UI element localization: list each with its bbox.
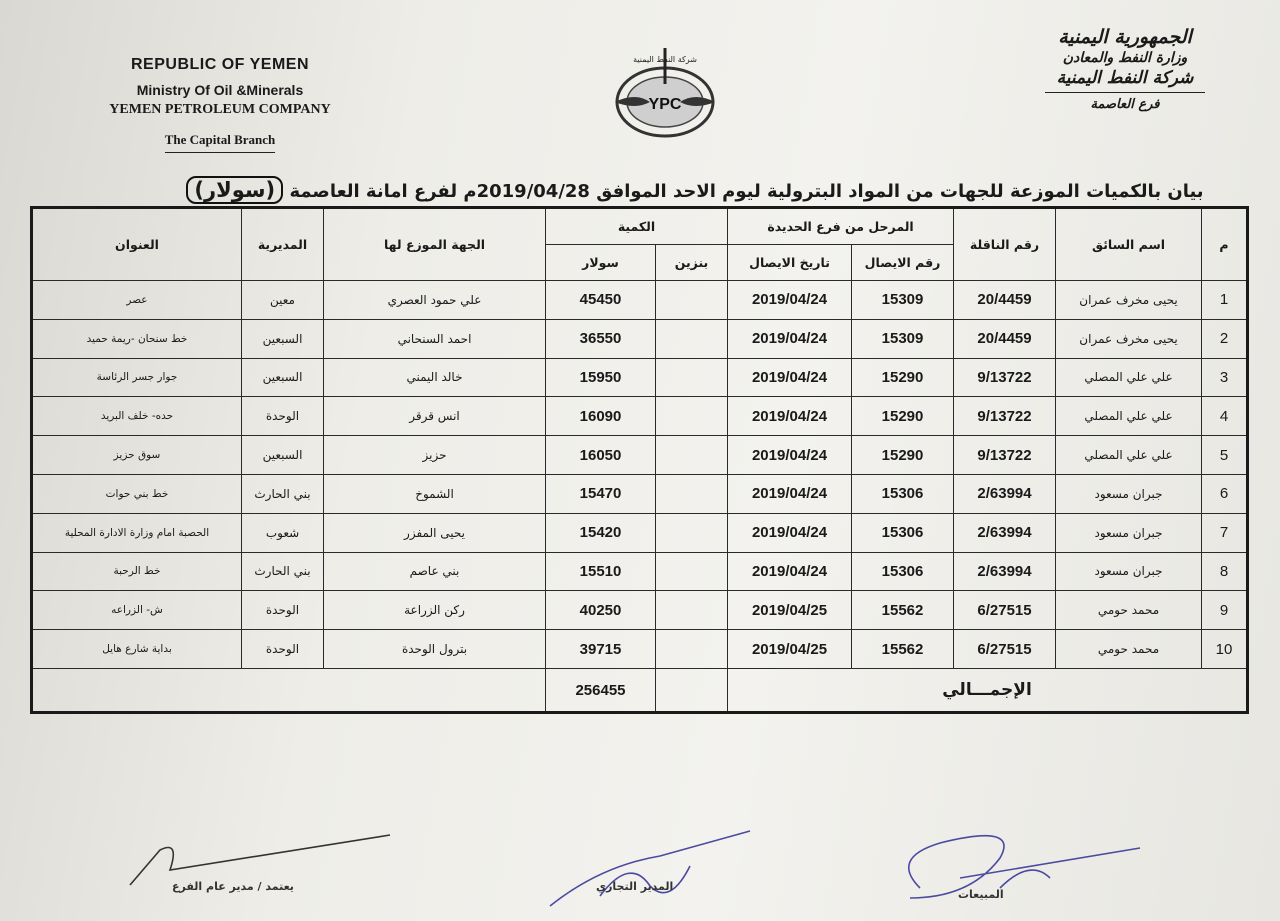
- cell-driver: علي علي المصلي: [1056, 358, 1202, 397]
- cell-district: معين: [242, 281, 324, 320]
- cell-address: خط الرحبة: [32, 552, 242, 591]
- cell-address: خط بني حوات: [32, 474, 242, 513]
- header-address: العنوان: [32, 208, 242, 281]
- cell-tanker: 20/4459: [954, 281, 1056, 320]
- cell-diesel: 39715: [546, 630, 656, 669]
- header-quantity-group: الكمية: [546, 208, 728, 245]
- table-row: [32, 474, 1248, 513]
- cell-index: 3: [1202, 358, 1248, 397]
- cell-district: الوحدة: [242, 397, 324, 436]
- table-row: [32, 397, 1248, 436]
- branch-name-ar: فرع العاصمة: [1045, 92, 1205, 112]
- cell-driver: جبران مسعود: [1056, 474, 1202, 513]
- cell-tanker: 2/63994: [954, 474, 1056, 513]
- cell-petrol: [656, 552, 728, 591]
- cell-district: بني الحارث: [242, 552, 324, 591]
- cell-diesel: 40250: [546, 591, 656, 630]
- company-name-ar: شركة النفط اليمنية: [1056, 68, 1194, 88]
- signature-sales: المبيعات: [958, 888, 1004, 901]
- cell-receipt-date: 2019/04/25: [728, 630, 852, 669]
- cell-address: بداية شارع هايل: [32, 630, 242, 669]
- cell-index: 2: [1202, 319, 1248, 358]
- header-district: المديرية: [242, 208, 324, 281]
- table-row: [32, 358, 1248, 397]
- letterhead-english: [60, 56, 380, 153]
- header-receipt-no: رقم الايصال: [852, 245, 954, 281]
- cell-index: 9: [1202, 591, 1248, 630]
- cell-recipient: حزيز: [324, 436, 546, 475]
- cell-petrol: [656, 358, 728, 397]
- cell-petrol: [656, 513, 728, 552]
- cell-driver: جبران مسعود: [1056, 552, 1202, 591]
- cell-petrol: [656, 281, 728, 320]
- total-diesel: 256455: [546, 669, 656, 713]
- distribution-table: [30, 206, 1249, 714]
- cell-district: السبعين: [242, 436, 324, 475]
- cell-district: السبعين: [242, 319, 324, 358]
- cell-address: عصر: [32, 281, 242, 320]
- signature-commercial: المدير التجاري: [596, 880, 674, 893]
- cell-receipt-date: 2019/04/24: [728, 281, 852, 320]
- cell-driver: علي علي المصلي: [1056, 397, 1202, 436]
- cell-driver: جبران مسعود: [1056, 513, 1202, 552]
- document-title: [180, 176, 1210, 204]
- cell-recipient: بترول الوحدة: [324, 630, 546, 669]
- cell-petrol: [656, 474, 728, 513]
- cell-recipient: علي حمود العصري: [324, 281, 546, 320]
- table-row: [32, 591, 1248, 630]
- branch-name-en: The Capital Branch: [165, 132, 276, 153]
- cell-driver: يحيى مخرف عمران: [1056, 281, 1202, 320]
- cell-receipt-date: 2019/04/24: [728, 552, 852, 591]
- cell-index: 6: [1202, 474, 1248, 513]
- cell-tanker: 9/13722: [954, 436, 1056, 475]
- cell-receipt-no: 15309: [852, 319, 954, 358]
- cell-tanker: 2/63994: [954, 552, 1056, 591]
- cell-diesel: 16050: [546, 436, 656, 475]
- table-row: [32, 319, 1248, 358]
- cell-driver: يحيى مخرف عمران: [1056, 319, 1202, 358]
- cell-address: خط سنحان -ريمة حميد: [32, 319, 242, 358]
- cell-receipt-no: 15309: [852, 281, 954, 320]
- cell-address: الحصبة امام وزارة الادارة المحلية: [32, 513, 242, 552]
- total-petrol: [656, 669, 728, 713]
- header-recipient: الجهة الموزع لها: [324, 208, 546, 281]
- cell-diesel: 15420: [546, 513, 656, 552]
- commercial-signature: [540, 826, 770, 921]
- table-row: [32, 552, 1248, 591]
- cell-index: 1: [1202, 281, 1248, 320]
- cell-diesel: 45450: [546, 281, 656, 320]
- country-name-ar: الجمهورية اليمنية: [1058, 26, 1192, 48]
- header-tanker: رقم الناقلة: [954, 208, 1056, 281]
- cell-receipt-date: 2019/04/24: [728, 513, 852, 552]
- cell-address: ش- الزراعه: [32, 591, 242, 630]
- cell-driver: محمد حومي: [1056, 630, 1202, 669]
- cell-index: 7: [1202, 513, 1248, 552]
- cell-recipient: الشموخ: [324, 474, 546, 513]
- total-empty: [32, 669, 546, 713]
- header-petrol: بنزين: [656, 245, 728, 281]
- cell-receipt-no: 15290: [852, 397, 954, 436]
- cell-tanker: 20/4459: [954, 319, 1056, 358]
- cell-district: الوحدة: [242, 630, 324, 669]
- cell-recipient: انس قرقر: [324, 397, 546, 436]
- cell-index: 4: [1202, 397, 1248, 436]
- cell-recipient: احمد السنحاني: [324, 319, 546, 358]
- header-driver: اسم السائق: [1056, 208, 1202, 281]
- company-name-en: YEMEN PETROLEUM COMPANY: [109, 102, 331, 117]
- cell-receipt-date: 2019/04/24: [728, 436, 852, 475]
- cell-receipt-no: 15290: [852, 358, 954, 397]
- cell-receipt-no: 15306: [852, 474, 954, 513]
- fuel-type-label: (سولار): [186, 176, 283, 204]
- cell-index: 8: [1202, 552, 1248, 591]
- header-shipped-group: المرحل من فرع الحديدة: [728, 208, 954, 245]
- cell-diesel: 36550: [546, 319, 656, 358]
- cell-receipt-no: 15306: [852, 552, 954, 591]
- country-name-en: REPUBLIC OF YEMEN: [131, 56, 309, 73]
- table-row: [32, 630, 1248, 669]
- cell-diesel: 15470: [546, 474, 656, 513]
- cell-petrol: [656, 319, 728, 358]
- cell-diesel: 16090: [546, 397, 656, 436]
- signature-approved: يعتمد / مدير عام الفرع: [172, 880, 294, 893]
- letterhead-arabic: [1020, 26, 1230, 112]
- cell-receipt-date: 2019/04/24: [728, 319, 852, 358]
- cell-receipt-no: 15562: [852, 591, 954, 630]
- total-label: الإجمـــالي: [728, 669, 1248, 713]
- table-row: [32, 513, 1248, 552]
- ministry-name-ar: وزارة النفط والمعادن: [1062, 50, 1188, 66]
- header-receipt-date: تاريخ الايصال: [728, 245, 852, 281]
- cell-petrol: [656, 630, 728, 669]
- sales-signature: [880, 818, 1180, 918]
- cell-recipient: ركن الزراعة: [324, 591, 546, 630]
- cell-petrol: [656, 397, 728, 436]
- header-index: م: [1202, 208, 1248, 281]
- total-row: [32, 669, 1248, 713]
- cell-tanker: 9/13722: [954, 358, 1056, 397]
- cell-index: 5: [1202, 436, 1248, 475]
- cell-recipient: بني عاصم: [324, 552, 546, 591]
- cell-driver: علي علي المصلي: [1056, 436, 1202, 475]
- ministry-name-en: Ministry Of Oil &Minerals: [136, 82, 304, 98]
- cell-receipt-date: 2019/04/24: [728, 358, 852, 397]
- cell-tanker: 6/27515: [954, 591, 1056, 630]
- cell-district: شعوب: [242, 513, 324, 552]
- cell-receipt-no: 15562: [852, 630, 954, 669]
- table-row: [32, 436, 1248, 475]
- cell-recipient: يحيى المفزر: [324, 513, 546, 552]
- cell-receipt-no: 15306: [852, 513, 954, 552]
- cell-petrol: [656, 591, 728, 630]
- cell-district: الوحدة: [242, 591, 324, 630]
- logo-arc-text: شركة النفط اليمنية: [633, 55, 697, 64]
- cell-diesel: 15510: [546, 552, 656, 591]
- cell-receipt-no: 15290: [852, 436, 954, 475]
- cell-tanker: 9/13722: [954, 397, 1056, 436]
- header-diesel: سولار: [546, 245, 656, 281]
- cell-recipient: خالد اليمني: [324, 358, 546, 397]
- cell-receipt-date: 2019/04/25: [728, 591, 852, 630]
- cell-tanker: 2/63994: [954, 513, 1056, 552]
- cell-petrol: [656, 436, 728, 475]
- table-row: [32, 281, 1248, 320]
- cell-address: حده- خلف البريد: [32, 397, 242, 436]
- ypc-logo: [590, 40, 740, 145]
- cell-driver: محمد حومي: [1056, 591, 1202, 630]
- logo-text: YPC: [648, 96, 682, 113]
- cell-district: بني الحارث: [242, 474, 324, 513]
- cell-district: السبعين: [242, 358, 324, 397]
- cell-receipt-date: 2019/04/24: [728, 474, 852, 513]
- cell-receipt-date: 2019/04/24: [728, 397, 852, 436]
- cell-address: سوق حزيز: [32, 436, 242, 475]
- title-text: بيان بالكميات الموزعة للجهات من المواد البترولية ليوم الاحد الموافق 2019/04/28م لفرع امانة العاصمة: [289, 181, 1204, 202]
- cell-tanker: 6/27515: [954, 630, 1056, 669]
- cell-address: جوار جسر الرئاسة: [32, 358, 242, 397]
- cell-diesel: 15950: [546, 358, 656, 397]
- cell-index: 10: [1202, 630, 1248, 669]
